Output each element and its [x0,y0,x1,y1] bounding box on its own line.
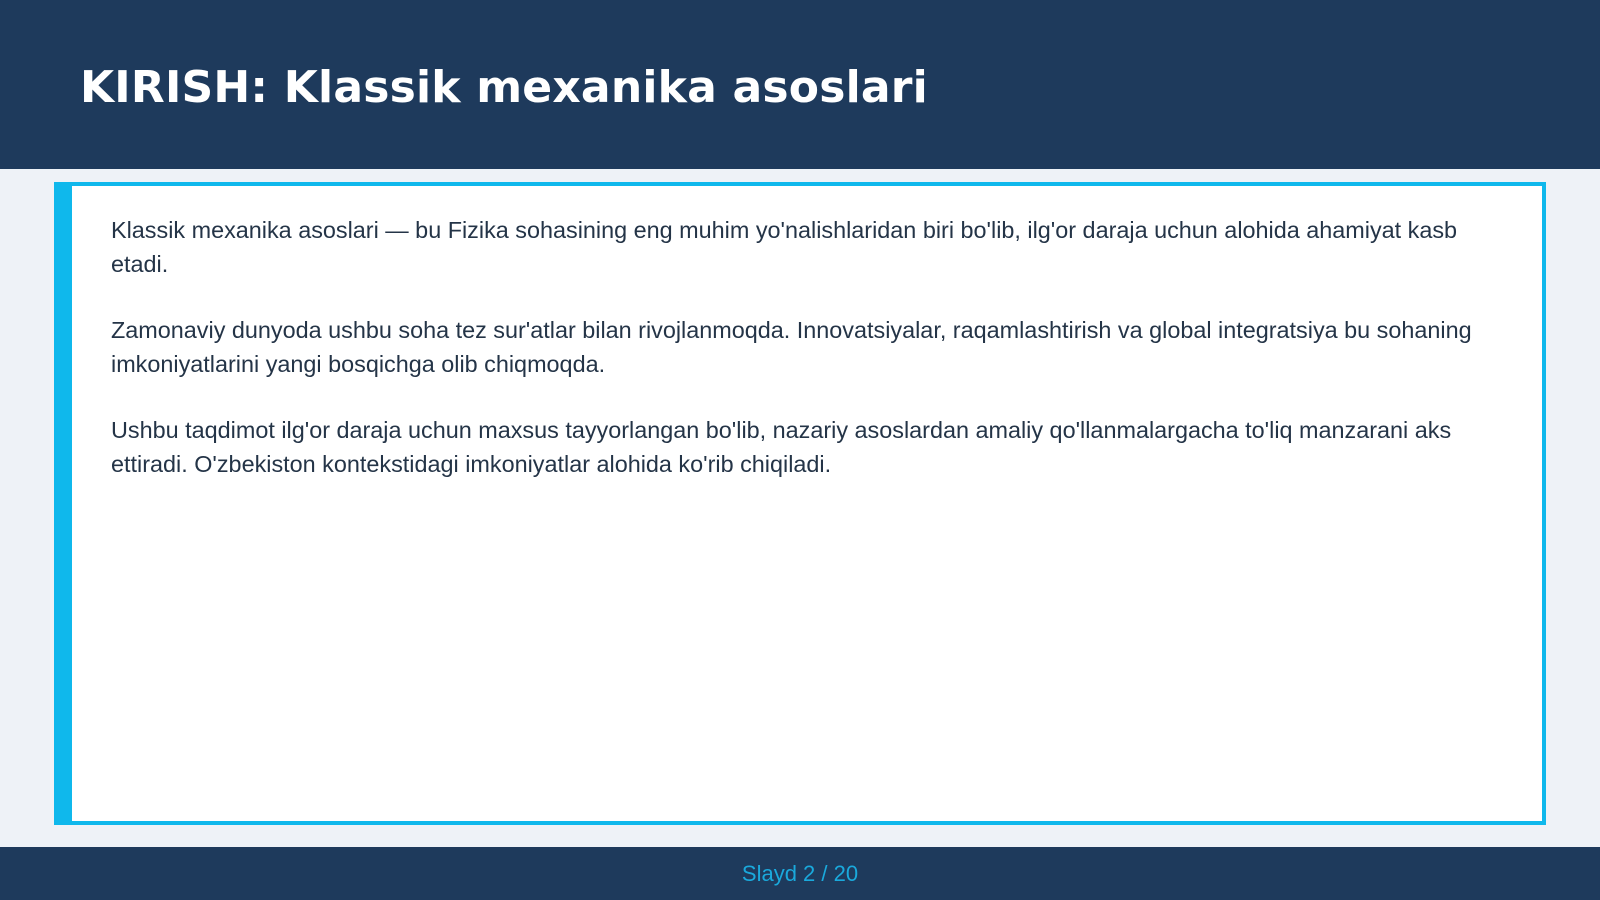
content-panel [54,182,1546,825]
paragraph-list [111,214,1512,514]
slide-counter: Slayd 2 / 20 [741,861,859,886]
slide-title: KIRISH: Klassik mexanika asoslari [80,62,928,113]
paragraph-intro: Klassik mexanika asoslari — bu Fizika sohasining eng muhim yo'nalishlaridan biri bo'lib, ilg'or daraja uchun alohida ahamiyat kasb etadi. [111,217,1458,277]
slide-header [0,0,1600,169]
slide-footer [0,847,1600,900]
paragraph-presentation-scope: Ushbu taqdimot ilg'or daraja uchun maxsus tayyorlangan bo'lib, nazariy asoslardan amaliy qo'llanmalargacha to'liq manzarani aks ettiradi. O'zbekiston kontekstidagi imkoniyatlar alohida ko'rib chiqiladi. [111,417,1452,477]
paragraph-modern-world: Zamonaviy dunyoda ushbu soha tez sur'atlar bilan rivojlanmoqda. Innovatsiyalar, raqamlashtirish va global integratsiya bu sohaning imkoniyatlarini yangi bosqichga olib chiqmoqda. [111,317,1472,377]
